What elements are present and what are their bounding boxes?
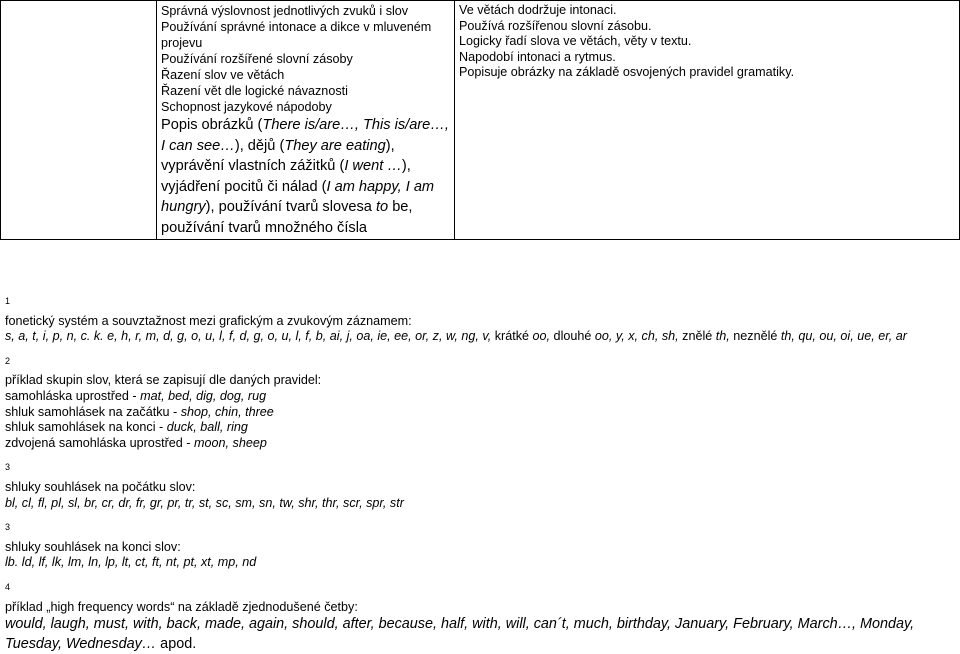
cluster-list: bl, cl, fl, pl, sl, br, cr, dr, fr, gr, pr, tr, st, sc, sm, sn, tw, shr, thr, scr, spr, str [5,495,404,510]
footnote-marker: 2 [5,355,11,366]
word-group-row [5,389,957,405]
row-label: shluk samohlásek na začátku - [5,404,181,419]
outcome-line: Používání rozšířené slovní zásoby [161,52,353,66]
word-group-row [5,405,957,421]
row-words: mat, bed, dig, dog, rug [140,388,267,403]
competence-line: Používá rozšířenou slovní zásobu. [459,18,652,33]
footnote-1 [5,295,957,345]
footnote-marker: 3 [5,462,11,473]
word-group-row [5,436,957,452]
footnote-title: shluky souhlásek na počátku slov: [5,479,196,494]
footnote-marker: 3 [5,521,11,532]
italic-run: would, laugh, must, with, back, made, again, should, after, because, half, with, will, can´t, much, birthday, January, February, March…, Monday, Tuesday, Wednesday… [5,616,915,652]
high-frequency-words [5,615,957,654]
table-cell-empty [1,1,157,240]
text-run: znělé [678,329,716,344]
text-run: neznělé [729,329,781,344]
italic-run: s, a, t, i, p, n, c. k. e, h, r, m, d, g, o, u, l, f, d, g, o, u, l, f, b, ai, j, oa, ie, ee, or, z, w, ng, v, [5,329,492,344]
outcome-line: Řazení slov ve větách [161,68,285,82]
outcome-line: Řazení vět dle logické návaznosti [161,84,348,98]
outcome-line: Používání správné intonace a dikce v mluveném projevu [161,20,432,50]
text-run: ), dějů ( [234,137,285,154]
phoneme-list [5,329,957,345]
text-run: ), vyjádření pocitů či nálad ( [161,158,411,195]
footnote-4 [5,581,957,654]
text-run: ), používání tvarů slovesa [205,199,376,216]
row-words: shop, chin, three [180,404,274,419]
footnote-title: příklad „high frequency words“ na základě zjednodušené četby: [5,599,358,614]
competence-line: Ve větách dodržuje intonaci. [459,3,617,17]
text-run: Popis obrázků ( [161,117,263,133]
footnote-title: shluky souhlásek na konci slov: [5,539,181,554]
italic-run: oo, [532,329,551,344]
row-words: moon, sheep [194,435,267,450]
italic-run: They are eating [284,137,386,154]
text-run: krátké [491,329,533,344]
row-label: shluk samohlásek na konci - [5,420,167,435]
picture-description-text [161,115,450,239]
text-run: dlouhé [550,329,595,344]
text-run: be, používání tvarů množného čísla [161,199,413,236]
footnotes [5,295,957,654]
row-label: zdvojená samohláska uprostřed - [5,435,195,450]
italic-run: to [375,199,389,216]
footnote-marker: 1 [5,295,11,306]
table-cell-outputs [157,1,455,240]
footnote-3a [5,464,957,511]
italic-run: oo, y, x, ch, sh, [594,329,679,344]
italic-run: There is/are…, This is/are…, I can see… [161,117,449,154]
footnote-3b [5,521,957,571]
cluster-list: lb. ld, lf, lk, lm, ln, lp, lt, ct, ft, nt, pt, xt, mp, nd [5,555,257,570]
text-run: apod. [156,635,197,652]
table-row [1,1,960,240]
text-run: ), vyprávění vlastních zážitků ( [161,137,395,175]
row-words: duck, ball, ring [166,420,248,435]
row-label: samohláska uprostřed - [5,388,141,403]
footnote-title: fonetický systém a souvztažnost mezi grafickým a zvukovým záznamem: [5,313,412,328]
curriculum-table [0,0,960,240]
outcome-line: Správná výslovnost jednotlivých zvuků i slov [161,4,409,18]
competence-line: Logicky řadí slova ve větách, věty v textu. [459,34,692,49]
italic-run: th, qu, ou, oi, ue, er, ar [780,329,907,344]
italic-run: th, [715,329,730,344]
italic-run: I went … [344,158,402,175]
word-group-row [5,420,957,436]
outcome-line: Schopnost jazykové nápodoby [161,100,332,114]
competence-line: Popisuje obrázky na základě osvojených pravidel gramatiky. [459,65,795,80]
footnote-2 [5,355,957,452]
italic-run: I am happy, I am hungry [161,178,435,216]
competence-line: Napodobí intonaci a rytmus. [459,49,616,64]
table-cell-competences [455,1,960,240]
footnote-marker: 4 [5,581,11,592]
footnote-title: příklad skupin slov, která se zapisují dle daných pravidel: [5,373,322,388]
